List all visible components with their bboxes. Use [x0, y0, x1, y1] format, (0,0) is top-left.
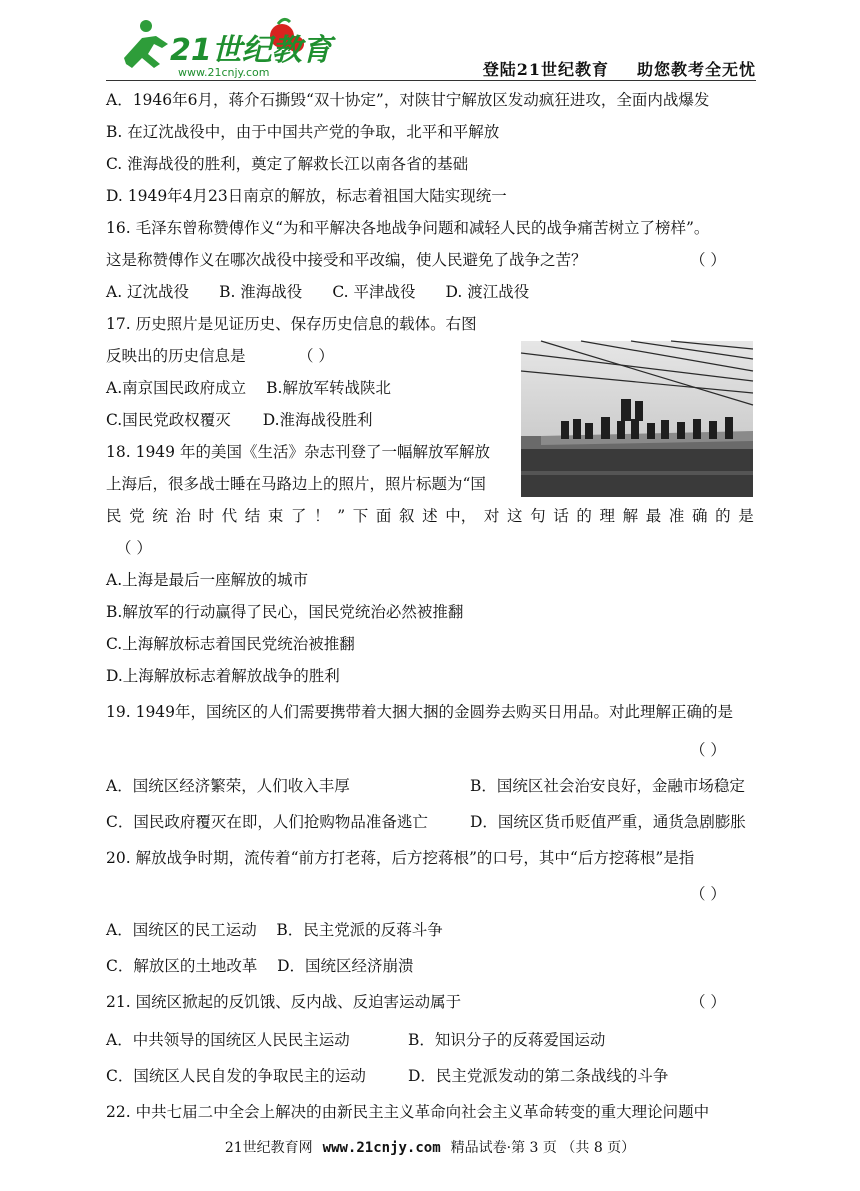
- q16-stem-line2: 这是称赞傅作义在哪次战役中接受和平改编，使人民避免了战争之苦？: [106, 251, 587, 269]
- q15-option-c: C. 淮海战役的胜利，奠定了解救长江以南各省的基础: [106, 155, 469, 173]
- q16-option-c: C. 平津战役: [332, 283, 416, 301]
- page-header: [0, 0, 860, 85]
- q19-option-b: B．国统区社会治安良好，金融市场稳定: [470, 777, 745, 795]
- q16-stem-line1: 16. 毛泽东曾称赞傅作义“为和平解决各地战争问题和减轻人民的战争痛苦树立了榜样”。: [106, 219, 710, 237]
- q20-stem: 20. 解放战争时期，流传着“前方打老蒋，后方挖蒋根”的口号，其中“后方挖蒋根”是指: [106, 849, 695, 867]
- q18-line3-char: 代: [221, 507, 238, 525]
- page-footer: [0, 1137, 860, 1157]
- q18-line3-char: 叙: [399, 507, 415, 525]
- q18-line3-char: 面: [375, 507, 392, 525]
- q18-line3-char: 民: [106, 507, 122, 525]
- q18-line3-char: 这: [507, 507, 523, 525]
- q18-line3-char: 的: [715, 507, 731, 525]
- q16-answer-bracket: （ ）: [690, 251, 726, 269]
- q16-options: [106, 282, 529, 302]
- q21-answer-bracket: （ ）: [690, 993, 726, 1011]
- q17-option-c: C.国民党政权覆灭: [106, 411, 231, 429]
- q18-line3-char: 确: [692, 507, 708, 525]
- q18-line3-char: 治: [175, 507, 191, 525]
- historical-photo: [521, 341, 753, 497]
- q17-answer-bracket: （ ）: [298, 347, 334, 365]
- q18-line3-char: 束: [267, 507, 284, 525]
- q18-line3-char: 了: [291, 507, 307, 525]
- q18-line3-char: 下: [352, 507, 369, 525]
- q20-answer-bracket: （ ）: [690, 885, 726, 903]
- q15-option-d: D. 1949年4月23日南京的解放，标志着祖国大陆实现统一: [106, 187, 507, 205]
- q18-line3-char: 的: [576, 507, 592, 525]
- q18-option-a: A.上海是最后一座解放的城市: [106, 571, 309, 589]
- q16-option-d: D. 渡江战役: [445, 283, 530, 301]
- q18-line3-char: 统: [152, 507, 168, 525]
- q18-line3-char: 句: [530, 507, 546, 525]
- q19-answer-bracket: （ ）: [690, 741, 726, 759]
- q18-line3-char: 结: [244, 507, 261, 525]
- q17-options-ab: [106, 378, 391, 398]
- q18-line3-char: 理: [599, 507, 616, 525]
- q18-line3-char: ！: [314, 507, 330, 525]
- q17-stem-line2: 反映出的历史信息是: [106, 347, 246, 365]
- q22-stem: 22. 中共七届二中全会上解决的由新民主主义革命向社会主义革命转变的重大理论问题中: [106, 1103, 710, 1121]
- q15-option-b: B. 在辽沈战役中，由于中国共产党的争取，北平和平解放: [106, 123, 500, 141]
- q19-option-d: D．国统区货币贬值严重，通货急剧膨胀: [470, 813, 746, 831]
- running-figure-icon: [124, 20, 168, 68]
- q20-options-cd: C．解放区的土地改革 D．国统区经济崩溃: [106, 957, 414, 975]
- q18-line3-char: 党: [129, 507, 145, 525]
- logo-url: www.21cnjy.com: [178, 66, 270, 79]
- footer-left: 21世纪教育网: [224, 1140, 313, 1156]
- q17-option-b: B.解放军转战陕北: [266, 379, 391, 397]
- q16-option-b: B. 淮海战役: [219, 283, 303, 301]
- q21-stem: 21. 国统区掀起的反饥饿、反内战、反迫害运动属于: [106, 993, 462, 1011]
- q18-option-b: B.解放军的行动赢得了民心，国民党统治必然被推翻: [106, 603, 464, 621]
- q18-line3-char: ”: [337, 507, 346, 525]
- q21-option-c: C．国统区人民自发的争取民主的运动: [106, 1067, 366, 1085]
- q18-line3-char: 是: [738, 507, 754, 525]
- q18-stem-line2: 上海后，很多战士睡在马路边上的照片，照片标题为“国: [106, 475, 486, 493]
- logo-text: 21世纪教育: [170, 33, 332, 68]
- q21-option-b: B．知识分子的反蒋爱国运动: [408, 1031, 606, 1049]
- slogan-left: 登陆21世纪教育: [482, 60, 609, 79]
- footer-site-link[interactable]: www.21cnjy.com: [322, 1140, 441, 1156]
- q19-option-c: C．国民政府覆灭在即，人们抢购物品准备逃亡: [106, 813, 428, 831]
- q19-stem: 19. 1949年，国统区的人们需要携带着大捆大捆的金圆券去购买日用品。对此理解正确的是: [106, 703, 734, 721]
- q17-stem-line1: 17. 历史照片是见证历史、保存历史信息的载体。右图: [106, 315, 477, 333]
- q18-line3-char: 对: [483, 507, 500, 525]
- 21cnjy-logo: [112, 14, 332, 80]
- q18-line3-char: 最: [645, 507, 662, 525]
- q18-line3-char: 准: [668, 507, 685, 525]
- q18-line3-char: 时: [198, 507, 215, 525]
- q17-option-d: D.淮海战役胜利: [262, 411, 373, 429]
- q18-option-d: D.上海解放标志着解放战争的胜利: [106, 667, 340, 685]
- header-divider: [106, 80, 756, 81]
- slogan-right: 助您教考全无忧: [636, 60, 756, 79]
- q21-option-a: A．中共领导的国统区人民民主运动: [106, 1031, 350, 1049]
- q16-option-a: A. 辽沈战役: [106, 283, 190, 301]
- header-slogan: [483, 57, 756, 80]
- q18-stem-line1: 18. 1949 年的美国《生活》杂志刊登了一幅解放军解放: [106, 443, 490, 461]
- q18-line3-char: 解: [622, 507, 639, 525]
- q15-option-a: A．1946年6月，蒋介石撕毁“双十协定”，对陕甘宁解放区发动疯狂进攻，全面内战爆发: [106, 91, 710, 109]
- q17-option-a: A.南京国民政府成立: [106, 379, 247, 397]
- q18-option-c: C.上海解放标志着国民党统治被推翻: [106, 635, 355, 653]
- q21-option-d: D．民主党派发动的第二条战线的斗争: [408, 1067, 669, 1085]
- footer-page-info: 精品试卷·第 3 页 （共 8 页）: [450, 1140, 636, 1156]
- q18-answer-bracket: （ ）: [116, 539, 152, 557]
- q18-line3-char: 述: [422, 507, 438, 525]
- q17-options-cd: [106, 410, 373, 430]
- q19-option-a: A．国统区经济繁荣，人们收入丰厚: [106, 777, 350, 795]
- q18-line3-char: 话: [553, 507, 569, 525]
- q20-options-ab: A．国统区的民工运动 B．民主党派的反蒋斗争: [106, 921, 443, 939]
- q18-line3-char: 中，: [445, 507, 477, 525]
- q18-stem-line3: [106, 506, 754, 526]
